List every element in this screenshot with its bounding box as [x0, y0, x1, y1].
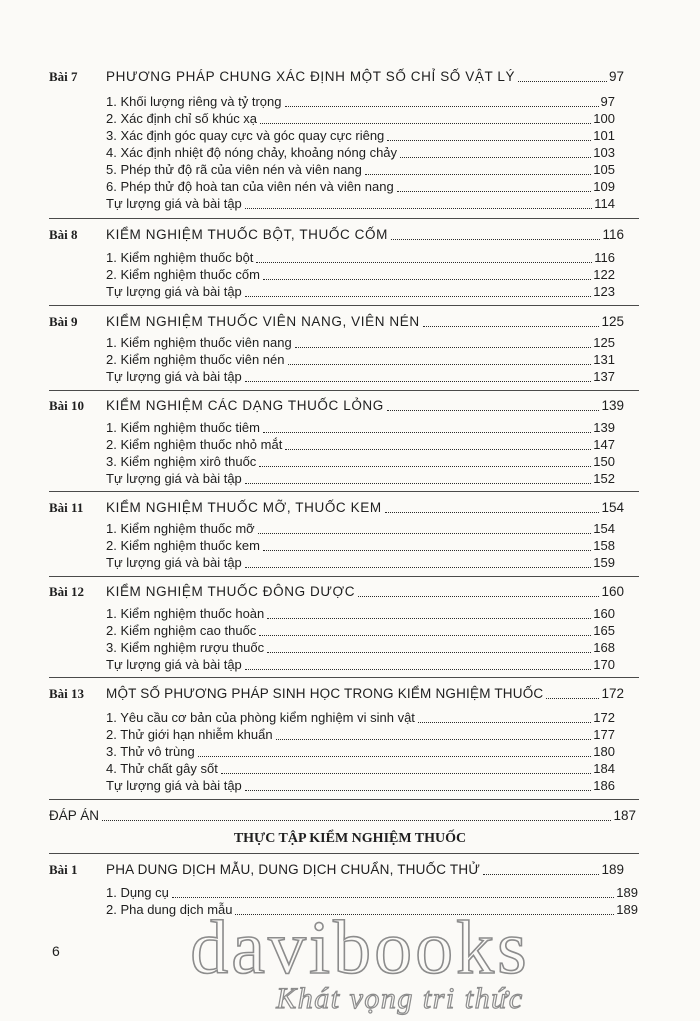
dot-leader	[221, 773, 591, 774]
item-title: 1. Kiểm nghiệm thuốc mỡ	[106, 521, 255, 536]
page-ref: 180	[593, 744, 615, 759]
dot-leader	[418, 722, 591, 723]
toc-chapter	[49, 862, 624, 878]
page-ref: 184	[593, 761, 615, 776]
page-ref: 189	[601, 862, 624, 877]
chapter-label: Bài 10	[49, 398, 85, 413]
item-title: 3. Kiểm nghiệm xirô thuốc	[106, 454, 257, 469]
page-ref: 160	[601, 584, 624, 599]
dot-leader	[245, 381, 592, 382]
item-title: 3. Kiểm nghiệm rượu thuốc	[106, 640, 265, 655]
dot-leader	[245, 790, 592, 791]
item-title: 3. Xác định góc quay cực và góc quay cực riêng	[106, 128, 385, 143]
dot-leader	[267, 618, 591, 619]
dot-leader	[245, 567, 592, 568]
item-title: 1. Khối lượng riêng và tỷ trọng	[106, 94, 282, 109]
page-ref: 172	[601, 686, 624, 701]
item-title: 2. Thử giới hạn nhiễm khuẩn	[106, 727, 273, 742]
page-ref: 97	[600, 94, 615, 109]
dot-leader	[391, 239, 601, 240]
dot-leader	[483, 874, 599, 875]
dot-leader	[285, 106, 599, 107]
item-title: Tự lượng giá và bài tập	[106, 369, 242, 384]
page-ref: 147	[593, 437, 615, 452]
dot-leader	[358, 596, 599, 597]
chapter-title: KIỂM NGHIỆM THUỐC ĐÔNG DƯỢC	[106, 584, 356, 599]
toc-item	[106, 196, 615, 212]
toc-item	[106, 454, 615, 470]
item-title: 1. Kiểm nghiệm thuốc tiêm	[106, 420, 260, 435]
page-ref: 116	[602, 227, 624, 242]
toc-item	[106, 284, 615, 300]
dot-leader	[288, 364, 592, 365]
dot-leader	[295, 347, 592, 348]
toc-item	[106, 744, 615, 760]
page-ref: 160	[593, 606, 615, 621]
toc-item	[106, 623, 615, 639]
item-title: Tự lượng giá và bài tập	[106, 284, 242, 299]
dot-leader	[102, 820, 611, 821]
toc-item	[106, 111, 615, 127]
dot-leader	[258, 533, 592, 534]
item-title: 1. Dụng cụ	[106, 885, 169, 900]
chapter-label: Bài 1	[49, 862, 78, 877]
page-ref: 152	[593, 471, 615, 486]
toc-chapter	[49, 314, 624, 330]
item-title: 2. Kiểm nghiệm thuốc nhỏ mắt	[106, 437, 283, 452]
watermark-tagline: Khát vọng tri thức	[276, 982, 524, 1015]
dot-leader	[263, 432, 591, 433]
chapter-label: Bài 7	[49, 69, 78, 84]
item-title: 2. Xác định chỉ số khúc xạ	[106, 111, 258, 126]
toc-item	[106, 657, 615, 673]
item-title: 3. Thử vô trùng	[106, 744, 195, 759]
page-ref: 168	[593, 640, 615, 655]
page-number: 6	[52, 943, 60, 959]
toc-item	[106, 710, 615, 726]
dot-leader	[245, 669, 592, 670]
item-title: 5. Phép thử độ rã của viên nén và viên nang	[106, 162, 362, 177]
page-ref: 172	[593, 710, 615, 725]
section-divider	[49, 853, 639, 854]
page-ref: 116	[594, 250, 615, 265]
toc-item	[106, 179, 615, 195]
toc-item	[106, 885, 638, 901]
item-title: 2. Kiểm nghiệm thuốc viên nén	[106, 352, 285, 367]
page-ref: 177	[593, 727, 615, 742]
item-title: Tự lượng giá và bài tập	[106, 555, 242, 570]
page-ref: 97	[608, 69, 624, 84]
dot-leader	[423, 326, 600, 327]
toc-chapter	[49, 227, 624, 243]
toc-item	[106, 250, 615, 266]
page-ref: 125	[593, 335, 615, 350]
item-title: 4. Thử chất gây sốt	[106, 761, 218, 776]
page-ref: 150	[593, 454, 615, 469]
toc-item	[106, 606, 615, 622]
chapter-label: Bài 12	[49, 584, 85, 599]
answers-title: ĐÁP ÁN	[49, 808, 100, 823]
page-ref: 122	[593, 267, 615, 282]
dot-leader	[245, 483, 592, 484]
item-title: 1. Kiểm nghiệm thuốc hoàn	[106, 606, 265, 621]
chapter-label: Bài 9	[49, 314, 78, 329]
item-title: 1. Kiểm nghiệm thuốc bột	[106, 250, 254, 265]
page-ref: 186	[593, 778, 615, 793]
dot-leader	[256, 262, 592, 263]
dot-leader	[397, 191, 592, 192]
dot-leader	[387, 410, 600, 411]
page-ref: 187	[613, 808, 636, 823]
toc-item	[106, 727, 615, 743]
chapter-title: KIỂM NGHIỆM THUỐC MỠ, THUỐC KEM	[106, 500, 382, 515]
dot-leader	[546, 698, 599, 699]
item-title: 2. Pha dung dịch mẫu	[106, 902, 233, 917]
dot-leader	[172, 897, 614, 898]
dot-leader	[263, 550, 591, 551]
toc-item	[106, 162, 615, 178]
toc-item	[106, 555, 615, 571]
page-ref: 100	[593, 111, 615, 126]
page-ref: 131	[593, 352, 615, 367]
page-ref: 101	[593, 128, 615, 143]
page-ref: 125	[601, 314, 624, 329]
dot-leader	[276, 739, 592, 740]
dot-leader	[259, 466, 591, 467]
chapter-title: KIỂM NGHIỆM THUỐC BỘT, THUỐC CỐM	[106, 227, 388, 242]
dot-leader	[267, 652, 591, 653]
item-title: 2. Kiểm nghiệm cao thuốc	[106, 623, 257, 638]
dot-leader	[285, 449, 591, 450]
page-ref: 165	[593, 623, 615, 638]
item-title: 2. Kiểm nghiệm thuốc cốm	[106, 267, 260, 282]
item-title: Tự lượng giá và bài tập	[106, 657, 242, 672]
chapter-label: Bài 8	[49, 227, 78, 242]
item-title: Tự lượng giá và bài tập	[106, 196, 242, 211]
page-ref: 123	[593, 284, 615, 299]
toc-item	[106, 128, 615, 144]
item-title: 2. Kiểm nghiệm thuốc kem	[106, 538, 260, 553]
chapter-label: Bài 11	[49, 500, 84, 515]
toc-chapter	[49, 686, 624, 702]
practice-section-title: THỰC TẬP KIỂM NGHIỆM THUỐC	[233, 831, 467, 846]
section-divider	[49, 576, 639, 577]
toc-item	[106, 420, 615, 436]
page-ref: 158	[593, 538, 615, 553]
toc-item	[106, 538, 615, 554]
page-ref: 154	[593, 521, 615, 536]
dot-leader	[245, 208, 592, 209]
toc-item	[106, 437, 615, 453]
chapter-title: KIỂM NGHIỆM CÁC DẠNG THUỐC LỎNG	[106, 398, 384, 413]
toc-item	[106, 761, 615, 777]
dot-leader	[259, 635, 591, 636]
page-ref: 105	[593, 162, 615, 177]
dot-leader	[400, 157, 591, 158]
chapter-title: MỘT SỐ PHƯƠNG PHÁP SINH HỌC TRONG KIỂM NGHIỆM THUỐC	[106, 686, 544, 701]
item-title: Tự lượng giá và bài tập	[106, 471, 242, 486]
chapter-title: PHƯƠNG PHÁP CHUNG XÁC ĐỊNH MỘT SỐ CHỈ SỐ VẬT LÝ	[106, 69, 516, 84]
toc-chapter	[49, 398, 624, 414]
toc-chapter	[49, 69, 624, 85]
chapter-title: KIỂM NGHIỆM THUỐC VIÊN NANG, VIÊN NÉN	[106, 314, 420, 329]
section-divider	[49, 218, 639, 219]
page-ref: 170	[593, 657, 615, 672]
toc-item	[106, 267, 615, 283]
item-title: 1. Kiểm nghiệm thuốc viên nang	[106, 335, 292, 350]
item-title: Tự lượng giá và bài tập	[106, 778, 242, 793]
toc-chapter	[49, 584, 624, 600]
toc-item	[106, 352, 615, 368]
item-title: 4. Xác định nhiệt độ nóng chảy, khoảng nóng chảy	[106, 145, 398, 160]
dot-leader	[365, 174, 591, 175]
page-ref: 103	[593, 145, 615, 160]
item-title: 1. Yêu cầu cơ bản của phòng kiểm nghiệm vi sinh vật	[106, 710, 415, 725]
section-divider	[49, 799, 639, 800]
page-ref: 159	[593, 555, 615, 570]
section-divider	[49, 390, 639, 391]
toc-item	[106, 778, 615, 794]
page-ref: 114	[594, 196, 615, 211]
dot-leader	[263, 279, 591, 280]
toc-item	[106, 471, 615, 487]
dot-leader	[385, 512, 600, 513]
watermark-brand: davibooks	[190, 906, 530, 990]
item-title: 6. Phép thử độ hoà tan của viên nén và viên nang	[106, 179, 394, 194]
page-ref: 189	[616, 885, 638, 900]
dot-leader	[245, 296, 592, 297]
chapter-title: PHA DUNG DỊCH MẪU, DUNG DỊCH CHUẨN, THUỐC THỬ	[106, 862, 481, 877]
page-ref: 109	[593, 179, 615, 194]
toc-item	[106, 640, 615, 656]
toc-item	[106, 145, 615, 161]
toc-item	[106, 94, 615, 110]
page-ref: 189	[616, 902, 638, 917]
dot-leader	[198, 756, 592, 757]
toc-item	[106, 521, 615, 537]
section-divider	[49, 677, 639, 678]
page-ref: 139	[601, 398, 624, 413]
page-ref: 139	[593, 420, 615, 435]
dot-leader	[260, 123, 591, 124]
toc-item	[106, 335, 615, 351]
dot-leader	[387, 140, 591, 141]
section-divider	[49, 491, 639, 492]
dot-leader	[518, 81, 607, 82]
toc-chapter	[49, 500, 624, 516]
page-ref: 154	[601, 500, 624, 515]
page-ref: 137	[593, 369, 615, 384]
toc-answers	[49, 808, 636, 824]
chapter-label: Bài 13	[49, 686, 85, 701]
toc-item	[106, 369, 615, 385]
section-divider	[49, 305, 639, 306]
